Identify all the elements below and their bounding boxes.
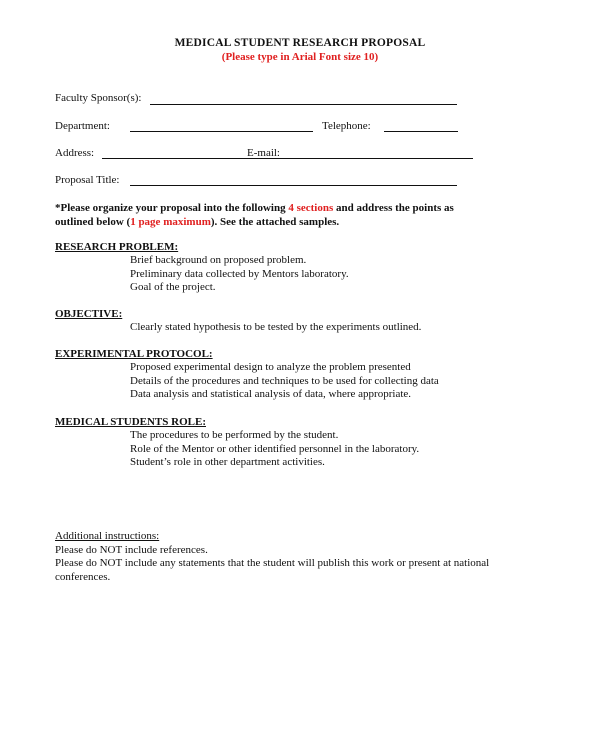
section-heading-objective: OBJECTIVE:: [55, 308, 123, 320]
list-item: Details of the procedures and techniques to be used for collecting data: [130, 374, 439, 387]
proposal-title-field[interactable]: [130, 185, 457, 186]
document-title: MEDICAL STUDENT RESEARCH PROPOSAL: [174, 37, 426, 49]
additional-instruction-line: conferences.: [55, 570, 111, 583]
proposal-title-label: Proposal Title:: [55, 174, 120, 186]
department-field[interactable]: [130, 131, 313, 132]
page-limit-highlight: 1 page maximum: [130, 216, 211, 228]
instructions-text: ). See the attached samples.: [210, 216, 340, 228]
faculty-sponsor-label: Faculty Sponsor(s):: [55, 92, 142, 104]
instructions-line-2: [55, 215, 454, 229]
telephone-label: Telephone:: [322, 120, 371, 132]
list-item: Clearly stated hypothesis to be tested by the experiments outlined.: [130, 321, 422, 333]
list-item: Brief background on proposed problem.: [130, 254, 307, 266]
section-heading-research-problem: RESEARCH PROBLEM:: [55, 241, 179, 253]
section-heading-experimental-protocol: EXPERIMENTAL PROTOCOL:: [55, 348, 213, 360]
section-items-objective: [130, 321, 421, 335]
additional-instruction-line: Please do NOT include any statements that the student will publish this work or present at national: [55, 557, 490, 569]
additional-instructions: [55, 530, 489, 584]
address-field[interactable]: [102, 158, 247, 159]
instructions-text: and address the points as: [333, 202, 454, 214]
additional-instruction-line: Please do NOT include references.: [55, 543, 208, 556]
section-items-experimental-protocol: [130, 361, 439, 402]
instructions-text: *Please organize your proposal into the following: [55, 202, 289, 214]
section-items-medical-students-role: [130, 429, 419, 470]
list-item: Goal of the project.: [130, 281, 216, 293]
list-item: Data analysis and statistical analysis of data, where appropriate.: [130, 388, 412, 400]
faculty-sponsor-field[interactable]: [150, 104, 457, 105]
additional-instructions-heading: Additional instructions:: [55, 530, 160, 542]
email-field[interactable]: [247, 158, 473, 159]
section-heading-medical-students-role: MEDICAL STUDENTS ROLE:: [55, 416, 206, 428]
section-items-research-problem: [130, 254, 349, 295]
list-item: The procedures to be performed by the student.: [130, 429, 339, 441]
list-item: Proposed experimental design to analyze the problem presented: [130, 361, 411, 373]
instructions-text: outlined below (: [55, 216, 131, 228]
telephone-field[interactable]: [384, 131, 458, 132]
address-label: Address:: [55, 147, 95, 159]
instructions-paragraph: [55, 201, 454, 229]
email-label: E-mail:: [247, 147, 280, 159]
department-label: Department:: [55, 120, 110, 132]
sections-count-highlight: 4 sections: [288, 202, 334, 214]
instructions-line-1: [55, 201, 454, 215]
list-item: Preliminary data collected by Mentors laboratory.: [130, 267, 349, 280]
document-subtitle: (Please type in Arial Font size 10): [221, 51, 379, 63]
list-item: Student’s role in other department activities.: [130, 456, 325, 468]
list-item: Role of the Mentor or other identified personnel in the laboratory.: [130, 442, 420, 455]
